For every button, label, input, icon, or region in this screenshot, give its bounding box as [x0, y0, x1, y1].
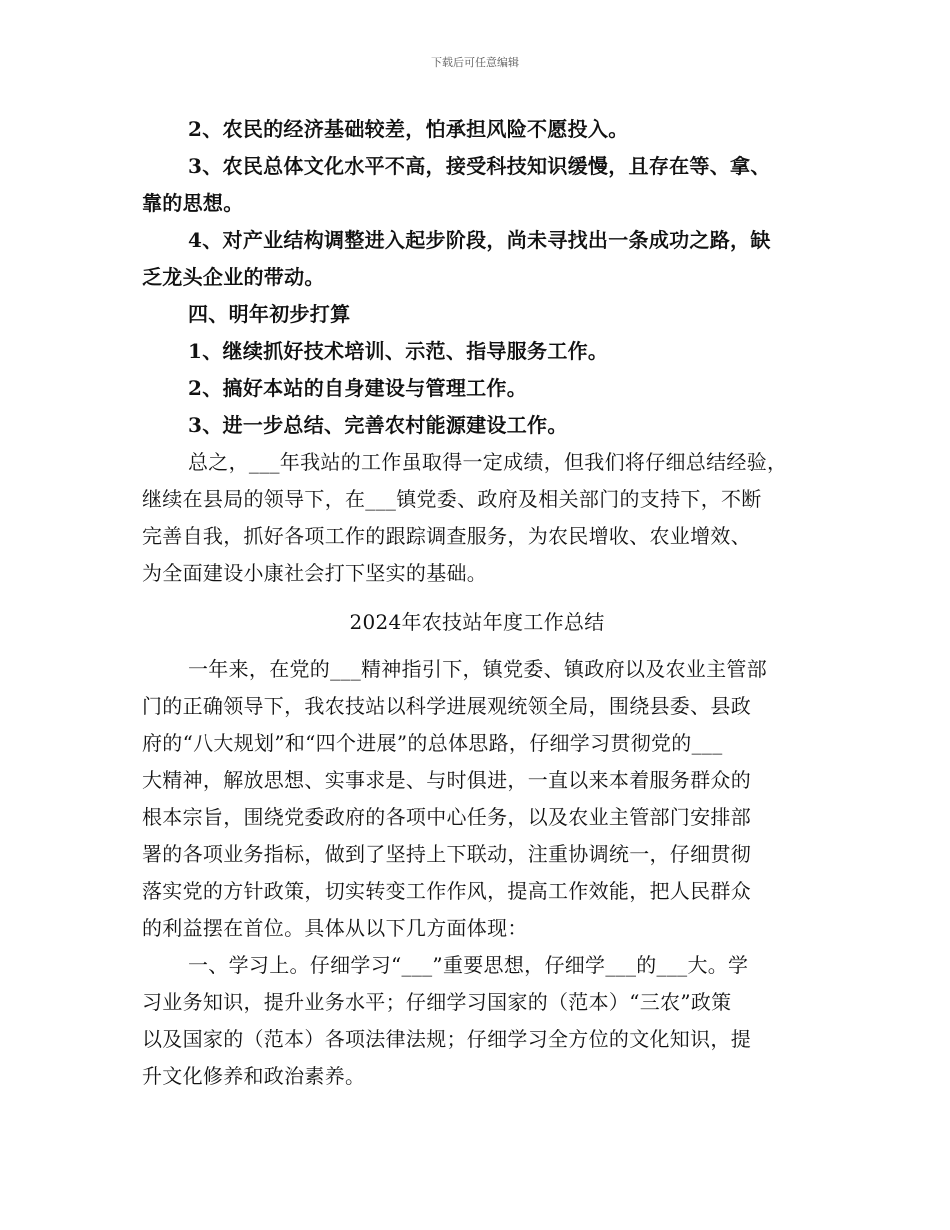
study-line-3: 以及国家的（范本）各项法律法规；仔细学习全方位的文化知识，提	[142, 1027, 751, 1051]
section-heading-plans: 四、明年初步打算	[188, 302, 351, 326]
intro-line-4: 大精神，解放思想、实事求是、与时俱进，一直以来本着服务群众的	[142, 768, 751, 792]
intro-line-2: 门的正确领导下，我农技站以科学进展观统领全局，围绕县委、县政	[142, 694, 751, 718]
issue-3-line-1: 3、农民总体文化水平不高，接受科技知识缓慢，且存在等、拿、	[188, 154, 771, 178]
intro-line-5: 根本宗旨，围绕党委政府的各项中心任务，以及农业主管部门安排部	[142, 805, 751, 829]
study-line-2: 习业务知识，提升业务水平；仔细学习国家的（范本）“三农”政策	[142, 990, 732, 1014]
issue-3-line-2: 靠的思想。	[142, 191, 244, 215]
page-header: 下载后可任意编辑	[431, 56, 519, 69]
intro-line-3: 府的“八大规划”和“四个进展”的总体思路，仔细学习贯彻党的___	[142, 731, 723, 755]
plan-2: 2、搞好本站的自身建设与管理工作。	[188, 376, 528, 400]
plan-3: 3、进一步总结、完善农村能源建设工作。	[188, 413, 568, 437]
intro-line-1: 一年来，在党的___精神指引下，镇党委、镇政府以及农业主管部	[188, 657, 767, 681]
issue-4-line-1: 4、对产业结构调整进入起步阶段，尚未寻找出一条成功之路，缺	[188, 228, 771, 252]
summary-line-3: 完善自我，抓好各项工作的跟踪调查服务，为农民增收、农业增效、	[142, 524, 751, 548]
study-line-4: 升文化修养和政治素养。	[142, 1064, 366, 1088]
intro-line-8: 的利益摆在首位。具体从以下几方面体现：	[142, 916, 528, 940]
document-body	[142, 111, 812, 1095]
issue-2: 2、农民的经济基础较差，怕承担风险不愿投入。	[188, 117, 629, 141]
summary-line-2: 继续在县局的领导下，在___镇党委、政府及相关部门的支持下，不断	[142, 487, 762, 511]
issue-4-line-2: 乏龙头企业的带动。	[142, 265, 325, 289]
study-line-1: 一、学习上。仔细学习“___”重要思想，仔细学___的___大。学	[188, 953, 749, 977]
document-title: 2024年农技站年度工作总结	[349, 610, 605, 634]
summary-line-1: 总之，___年我站的工作虽取得一定成绩，但我们将仔细总结经验，	[188, 450, 788, 474]
summary-line-4: 为全面建设小康社会打下坚实的基础。	[142, 561, 488, 585]
plan-1: 1、继续抓好技术培训、示范、指导服务工作。	[188, 339, 609, 363]
intro-line-6: 署的各项业务指标，做到了坚持上下联动，注重协调统一，仔细贯彻	[142, 842, 751, 866]
intro-line-7: 落实党的方针政策，切实转变工作作风，提高工作效能，把人民群众	[142, 879, 751, 903]
